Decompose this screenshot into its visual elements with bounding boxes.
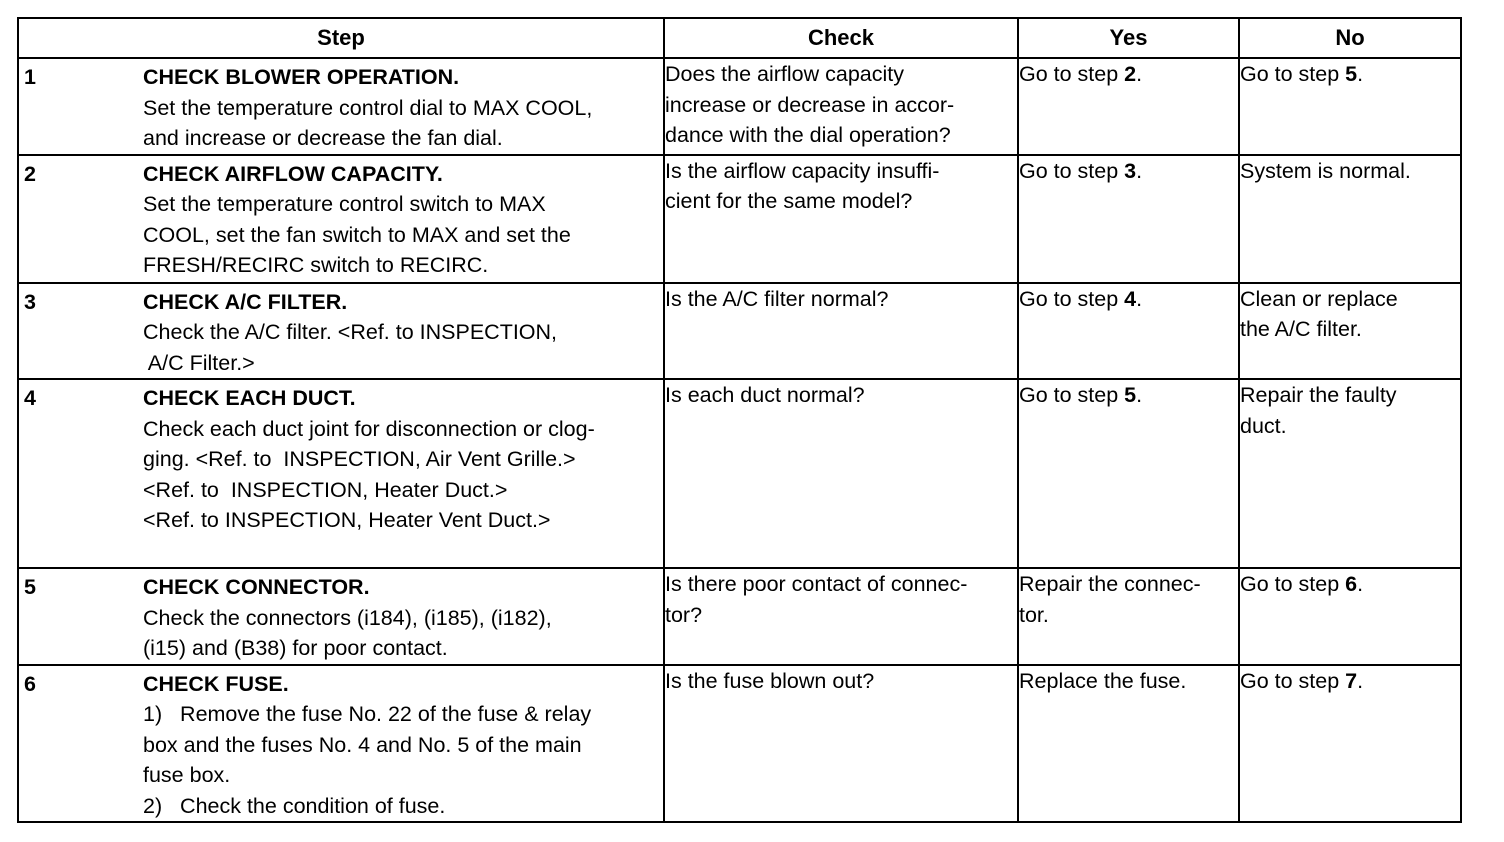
step-title: CHECK FUSE. [143, 671, 289, 696]
step-desc-line: Check the connectors (i184), (i185), (i182), [143, 605, 552, 630]
check-cell [664, 58, 1018, 155]
check-line: Does the airflow capacity [665, 62, 904, 86]
step-desc-line: 2) Check the condition of fuse. [143, 793, 446, 818]
diagnostic-document [17, 17, 1460, 823]
step-number: 2 [24, 161, 36, 186]
yes-cell [1018, 283, 1239, 380]
no-step-ref: 5 [1345, 62, 1358, 86]
step-desc-line: box and the fuses No. 4 and No. 5 of the main [143, 732, 582, 757]
check-line: Is the A/C filter normal? [665, 286, 889, 311]
check-cell [664, 568, 1018, 665]
yes-prefix: Go to step [1019, 383, 1125, 407]
check-line: Is there poor contact of connec- [665, 572, 968, 596]
no-text: System is normal. [1240, 158, 1411, 183]
yes-line: tor. [1019, 602, 1049, 627]
header-step: Step [18, 18, 664, 58]
step-title: CHECK BLOWER OPERATION. [143, 65, 460, 89]
yes-cell [1018, 568, 1239, 665]
check-line: increase or decrease in accor- [665, 92, 955, 117]
no-step-ref: 7 [1345, 668, 1358, 693]
table-row-step-4 [18, 379, 1461, 568]
no-line: the A/C filter. [1240, 317, 1362, 341]
yes-step-ref: 2 [1124, 62, 1137, 86]
yes-cell [1018, 155, 1239, 283]
step-desc-line: Set the temperature control switch to MAX [143, 192, 546, 216]
step-desc-line: Set the temperature control dial to MAX COOL, [143, 95, 593, 120]
yes-cell [1018, 665, 1239, 823]
no-step-ref: 6 [1345, 572, 1358, 596]
step-desc-line: <Ref. to INSPECTION, Heater Duct.> [143, 477, 508, 502]
step-cell [18, 379, 664, 568]
table-row-step-3 [18, 283, 1461, 380]
yes-text: Replace the fuse. [1019, 668, 1187, 693]
step-title: CHECK A/C FILTER. [143, 289, 348, 314]
yes-prefix: Go to step [1019, 286, 1125, 311]
step-number: 4 [24, 386, 36, 410]
step-desc-line: COOL, set the fan switch to MAX and set the [143, 222, 571, 247]
no-line: Clean or replace [1240, 286, 1398, 311]
yes-prefix: Go to step [1019, 158, 1125, 183]
check-line: dance with the dial operation? [665, 123, 951, 147]
step-title: CHECK AIRFLOW CAPACITY. [143, 161, 443, 186]
no-line: duct. [1240, 413, 1287, 438]
no-prefix: Go to step [1240, 62, 1346, 86]
no-cell [1239, 283, 1461, 380]
step-desc-line: ging. <Ref. to INSPECTION, Air Vent Grille.> [143, 447, 576, 471]
no-prefix: Go to step [1240, 668, 1346, 693]
no-prefix: Go to step [1240, 572, 1346, 596]
step-desc-line: 1) Remove the fuse No. 22 of the fuse & relay [143, 702, 592, 726]
yes-suffix: . [1136, 62, 1143, 86]
step-desc-line: FRESH/RECIRC switch to RECIRC. [143, 253, 489, 277]
table-row-step-1 [18, 58, 1461, 155]
step-cell [18, 283, 664, 380]
step-desc-line: <Ref. to INSPECTION, Heater Vent Duct.> [143, 508, 551, 532]
no-line: Repair the faulty [1240, 383, 1397, 407]
table-header-row [18, 18, 1461, 58]
yes-suffix: . [1136, 383, 1143, 407]
step-cell [18, 58, 664, 155]
check-cell [664, 665, 1018, 823]
step-desc-line: fuse box. [143, 763, 231, 787]
yes-suffix: . [1136, 158, 1143, 183]
yes-step-ref: 4 [1124, 286, 1137, 311]
yes-step-ref: 3 [1124, 158, 1137, 183]
no-cell [1239, 665, 1461, 823]
step-cell [18, 665, 664, 823]
step-cell [18, 155, 664, 283]
step-desc-line: Check the A/C filter. <Ref. to INSPECTION, [143, 320, 558, 344]
step-title: CHECK CONNECTOR. [143, 575, 370, 599]
step-number: 3 [24, 289, 36, 314]
step-desc-line: Check each duct joint for disconnection or clog- [143, 416, 595, 441]
step-number: 6 [24, 671, 36, 696]
step-number: 5 [24, 575, 36, 599]
yes-cell [1018, 58, 1239, 155]
check-cell [664, 379, 1018, 568]
diagnostic-table [17, 17, 1462, 823]
yes-suffix: . [1136, 286, 1143, 311]
table-row-step-6 [18, 665, 1461, 823]
yes-cell [1018, 379, 1239, 568]
check-line: tor? [665, 602, 703, 627]
header-no: No [1239, 18, 1461, 58]
step-cell [18, 568, 664, 665]
table-row-step-5 [18, 568, 1461, 665]
check-cell [664, 155, 1018, 283]
no-cell [1239, 379, 1461, 568]
check-line: Is the fuse blown out? [665, 668, 875, 693]
yes-line: Repair the connec- [1019, 572, 1201, 596]
check-line: Is each duct normal? [665, 383, 865, 407]
step-desc-line: A/C Filter.> [143, 350, 255, 375]
step-desc-line: and increase or decrease the fan dial. [143, 126, 503, 150]
no-cell [1239, 155, 1461, 283]
step-desc-line: (i15) and (B38) for poor contact. [143, 636, 448, 660]
check-line: cient for the same model? [665, 189, 913, 213]
no-cell [1239, 58, 1461, 155]
header-check: Check [664, 18, 1018, 58]
check-line: Is the airflow capacity insuffi- [665, 158, 940, 183]
step-number: 1 [24, 65, 36, 89]
step-title: CHECK EACH DUCT. [143, 386, 356, 410]
header-yes: Yes [1018, 18, 1239, 58]
no-cell [1239, 568, 1461, 665]
table-row-step-2 [18, 155, 1461, 283]
check-cell [664, 283, 1018, 380]
no-suffix: . [1357, 572, 1364, 596]
yes-prefix: Go to step [1019, 62, 1125, 86]
yes-step-ref: 5 [1124, 383, 1137, 407]
no-suffix: . [1357, 62, 1364, 86]
no-suffix: . [1357, 668, 1364, 693]
